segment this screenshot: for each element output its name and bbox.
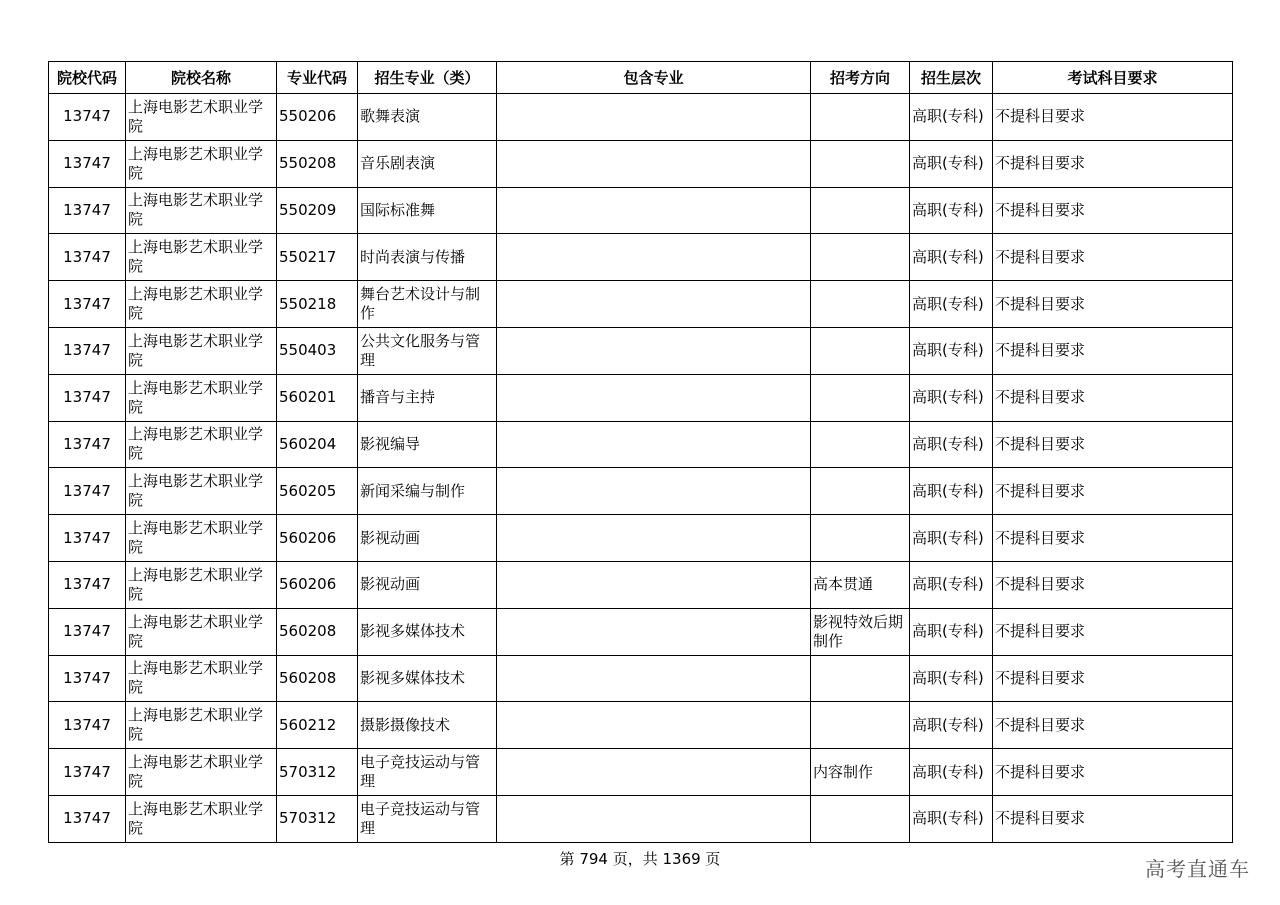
cell-major: 摄影摄像技术 [358,702,497,749]
cell-major-code: 550208 [277,140,358,187]
cell-level: 高职(专科) [910,94,993,141]
cell-major-code: 550218 [277,281,358,328]
header-level: 招生层次 [910,62,993,94]
cell-major-code: 560208 [277,655,358,702]
cell-school-name: 上海电影艺术职业学院 [126,421,277,468]
cell-requirement: 不提科目要求 [993,515,1233,562]
cell-school-code: 13747 [49,234,126,281]
cell-school-code: 13747 [49,327,126,374]
cell-level: 高职(专科) [910,327,993,374]
cell-major-code: 570312 [277,749,358,796]
cell-direction [811,187,910,234]
cell-included-majors [497,140,811,187]
cell-requirement: 不提科目要求 [993,94,1233,141]
table-row [49,421,1233,468]
cell-level: 高职(专科) [910,749,993,796]
cell-included-majors [497,421,811,468]
cell-school-code: 13747 [49,421,126,468]
cell-requirement: 不提科目要求 [993,795,1233,842]
cell-included-majors [497,374,811,421]
table-row [49,187,1233,234]
cell-school-name: 上海电影艺术职业学院 [126,234,277,281]
cell-school-code: 13747 [49,374,126,421]
cell-requirement: 不提科目要求 [993,655,1233,702]
table-header-row [49,62,1233,94]
cell-included-majors [497,327,811,374]
cell-included-majors [497,281,811,328]
header-included-majors: 包含专业 [497,62,811,94]
cell-direction [811,421,910,468]
cell-school-name: 上海电影艺术职业学院 [126,561,277,608]
cell-major-code: 560208 [277,608,358,655]
cell-major: 播音与主持 [358,374,497,421]
cell-requirement: 不提科目要求 [993,281,1233,328]
header-school-code: 院校代码 [49,62,126,94]
cell-major-code: 560212 [277,702,358,749]
cell-major-code: 550403 [277,327,358,374]
cell-included-majors [497,655,811,702]
cell-level: 高职(专科) [910,608,993,655]
cell-direction [811,468,910,515]
cell-requirement: 不提科目要求 [993,187,1233,234]
cell-level: 高职(专科) [910,421,993,468]
cell-included-majors [497,234,811,281]
cell-major-code: 570312 [277,795,358,842]
cell-school-code: 13747 [49,655,126,702]
cell-school-code: 13747 [49,187,126,234]
cell-major-code: 560201 [277,374,358,421]
table-row [49,468,1233,515]
cell-school-name: 上海电影艺术职业学院 [126,327,277,374]
cell-included-majors [497,468,811,515]
cell-school-name: 上海电影艺术职业学院 [126,608,277,655]
cell-included-majors [497,608,811,655]
cell-school-name: 上海电影艺术职业学院 [126,468,277,515]
table-row [49,702,1233,749]
cell-major-code: 560205 [277,468,358,515]
cell-major: 公共文化服务与管理 [358,327,497,374]
cell-level: 高职(专科) [910,234,993,281]
cell-requirement: 不提科目要求 [993,234,1233,281]
cell-school-name: 上海电影艺术职业学院 [126,374,277,421]
cell-major: 国际标准舞 [358,187,497,234]
cell-requirement: 不提科目要求 [993,374,1233,421]
table-row [49,374,1233,421]
cell-major: 影视动画 [358,561,497,608]
cell-major: 电子竞技运动与管理 [358,795,497,842]
header-school-name: 院校名称 [126,62,277,94]
cell-level: 高职(专科) [910,655,993,702]
admissions-table [48,61,1233,843]
cell-level: 高职(专科) [910,702,993,749]
cell-direction [811,281,910,328]
cell-requirement: 不提科目要求 [993,608,1233,655]
cell-direction [811,655,910,702]
cell-included-majors [497,561,811,608]
cell-major-code: 550206 [277,94,358,141]
cell-school-code: 13747 [49,468,126,515]
cell-included-majors [497,749,811,796]
cell-direction [811,702,910,749]
cell-school-code: 13747 [49,608,126,655]
cell-school-code: 13747 [49,749,126,796]
header-major: 招生专业（类） [358,62,497,94]
cell-direction [811,140,910,187]
cell-major-code: 560206 [277,561,358,608]
cell-level: 高职(专科) [910,795,993,842]
cell-school-code: 13747 [49,94,126,141]
cell-school-code: 13747 [49,281,126,328]
cell-major: 影视动画 [358,515,497,562]
cell-direction [811,327,910,374]
cell-major: 时尚表演与传播 [358,234,497,281]
cell-major: 影视编导 [358,421,497,468]
cell-major: 歌舞表演 [358,94,497,141]
cell-major: 音乐剧表演 [358,140,497,187]
cell-direction [811,94,910,141]
cell-requirement: 不提科目要求 [993,327,1233,374]
table-row [49,281,1233,328]
cell-requirement: 不提科目要求 [993,421,1233,468]
cell-direction [811,795,910,842]
cell-level: 高职(专科) [910,561,993,608]
table-body [49,94,1233,843]
cell-level: 高职(专科) [910,140,993,187]
page-number: 第 794 页，共 1369 页 [559,850,721,868]
cell-school-name: 上海电影艺术职业学院 [126,140,277,187]
table-row [49,795,1233,842]
cell-school-name: 上海电影艺术职业学院 [126,515,277,562]
table-row [49,140,1233,187]
header-major-code: 专业代码 [277,62,358,94]
cell-major-code: 550209 [277,187,358,234]
cell-major: 影视多媒体技术 [358,655,497,702]
cell-requirement: 不提科目要求 [993,561,1233,608]
cell-direction: 内容制作 [811,749,910,796]
cell-school-name: 上海电影艺术职业学院 [126,94,277,141]
cell-major: 电子竞技运动与管理 [358,749,497,796]
cell-included-majors [497,795,811,842]
cell-direction [811,234,910,281]
header-requirement: 考试科目要求 [993,62,1233,94]
cell-major: 新闻采编与制作 [358,468,497,515]
cell-school-code: 13747 [49,140,126,187]
cell-level: 高职(专科) [910,187,993,234]
cell-included-majors [497,187,811,234]
cell-school-name: 上海电影艺术职业学院 [126,655,277,702]
table-row [49,749,1233,796]
table-row [49,608,1233,655]
cell-school-name: 上海电影艺术职业学院 [126,281,277,328]
cell-major: 影视多媒体技术 [358,608,497,655]
cell-school-code: 13747 [49,702,126,749]
cell-included-majors [497,702,811,749]
cell-direction: 高本贯通 [811,561,910,608]
table-row [49,234,1233,281]
cell-school-code: 13747 [49,515,126,562]
cell-level: 高职(专科) [910,374,993,421]
cell-school-code: 13747 [49,795,126,842]
table-row [49,561,1233,608]
cell-included-majors [497,515,811,562]
cell-major: 舞台艺术设计与制作 [358,281,497,328]
cell-requirement: 不提科目要求 [993,749,1233,796]
cell-level: 高职(专科) [910,515,993,562]
table-row [49,94,1233,141]
cell-included-majors [497,94,811,141]
cell-major-code: 560204 [277,421,358,468]
cell-level: 高职(专科) [910,281,993,328]
cell-level: 高职(专科) [910,468,993,515]
cell-school-code: 13747 [49,561,126,608]
watermark: 高考直通车 [1145,857,1250,881]
cell-direction [811,374,910,421]
table-row [49,515,1233,562]
cell-school-name: 上海电影艺术职业学院 [126,749,277,796]
cell-major-code: 560206 [277,515,358,562]
cell-direction [811,515,910,562]
cell-requirement: 不提科目要求 [993,702,1233,749]
cell-school-name: 上海电影艺术职业学院 [126,795,277,842]
cell-school-name: 上海电影艺术职业学院 [126,187,277,234]
table-row [49,327,1233,374]
cell-requirement: 不提科目要求 [993,140,1233,187]
cell-major-code: 550217 [277,234,358,281]
cell-direction: 影视特效后期制作 [811,608,910,655]
cell-requirement: 不提科目要求 [993,468,1233,515]
header-direction: 招考方向 [811,62,910,94]
table-row [49,655,1233,702]
cell-school-name: 上海电影艺术职业学院 [126,702,277,749]
